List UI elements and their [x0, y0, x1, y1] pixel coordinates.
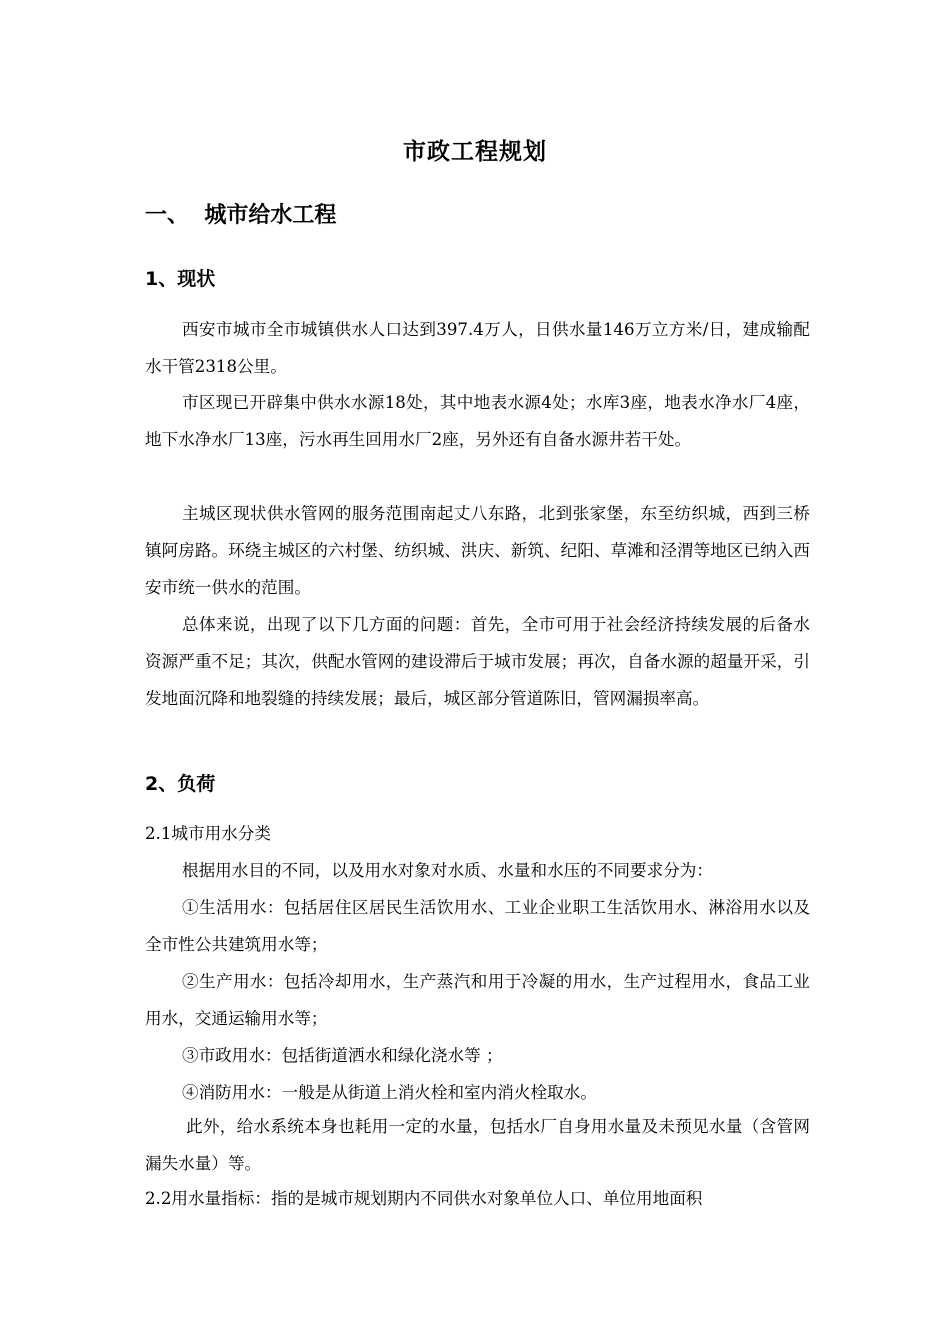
paragraph-water-consumption-index: 2.2用水量指标：指的是城市规划期内不同供水对象单位人口、单位用地面积: [145, 1189, 703, 1208]
paragraph-problems: 总体来说，出现了以下几方面的问题：首先，全市可用于社会经济持续发展的后备水资源严重不足；其次，供配水管网的建设滞后于城市发展；再次，自备水源的超量开采，引发地面沉降和地裂缝的持续发展；最后，城区部分管道陈旧，管网漏损率高。: [145, 615, 810, 708]
paragraph-classification-intro: 根据用水目的不同，以及用水对象对水质、水量和水压的不同要求分为：: [182, 861, 713, 880]
paragraph-water-use-classification: 2.1城市用水分类: [145, 824, 271, 843]
subsection-heading-status: 1、现状: [145, 268, 216, 290]
paragraph-water-sources: 市区现已开辟集中供水水源18处，其中地表水源4处；水库3座，地表水净水厂4座，地下水净水厂13座，污水再生回用水厂2座，另外还有自备水源井若干处。: [145, 393, 810, 449]
list-item-municipal-water: ③市政用水：包括街道洒水和绿化浇水等 ；: [182, 1046, 503, 1065]
list-item-firefighting-water: ④消防用水：一般是从街道上消火栓和室内消火栓取水。: [182, 1083, 597, 1102]
list-item-production-water: ②生产用水：包括冷却用水，生产蒸汽和用于冷凝的用水，生产过程用水，食品工业用水，交通运输用水等；: [145, 972, 810, 1028]
document-title: 市政工程规划: [403, 139, 547, 165]
paragraph-supply-population: 西安市城市全市城镇供水人口达到397.4万人，日供水量146万立方米/日，建成输配水干管2318公里。: [145, 320, 810, 376]
subsection-heading-load: 2、负荷: [145, 773, 216, 795]
section-heading-water-supply: 一、 城市给水工程: [145, 203, 337, 228]
paragraph-service-area: 主城区现状供水管网的服务范围南起丈八东路，北到张家堡，东至纺织城，西到三桥镇阿房路。环绕主城区的六村堡、纺织城、洪庆、新筑、纪阳、草滩和泾渭等地区已纳入西安市统一供水的范围。: [145, 504, 810, 597]
list-item-domestic-water: ①生活用水：包括居住区居民生活饮用水、工业企业职工生活饮用水、淋浴用水以及全市性公共建筑用水等；: [145, 898, 810, 954]
paragraph-system-self-use: 此外，给水系统本身也耗用一定的水量，包括水厂自身用水量及未预见水量（含管网漏失水量）等。: [145, 1117, 810, 1173]
